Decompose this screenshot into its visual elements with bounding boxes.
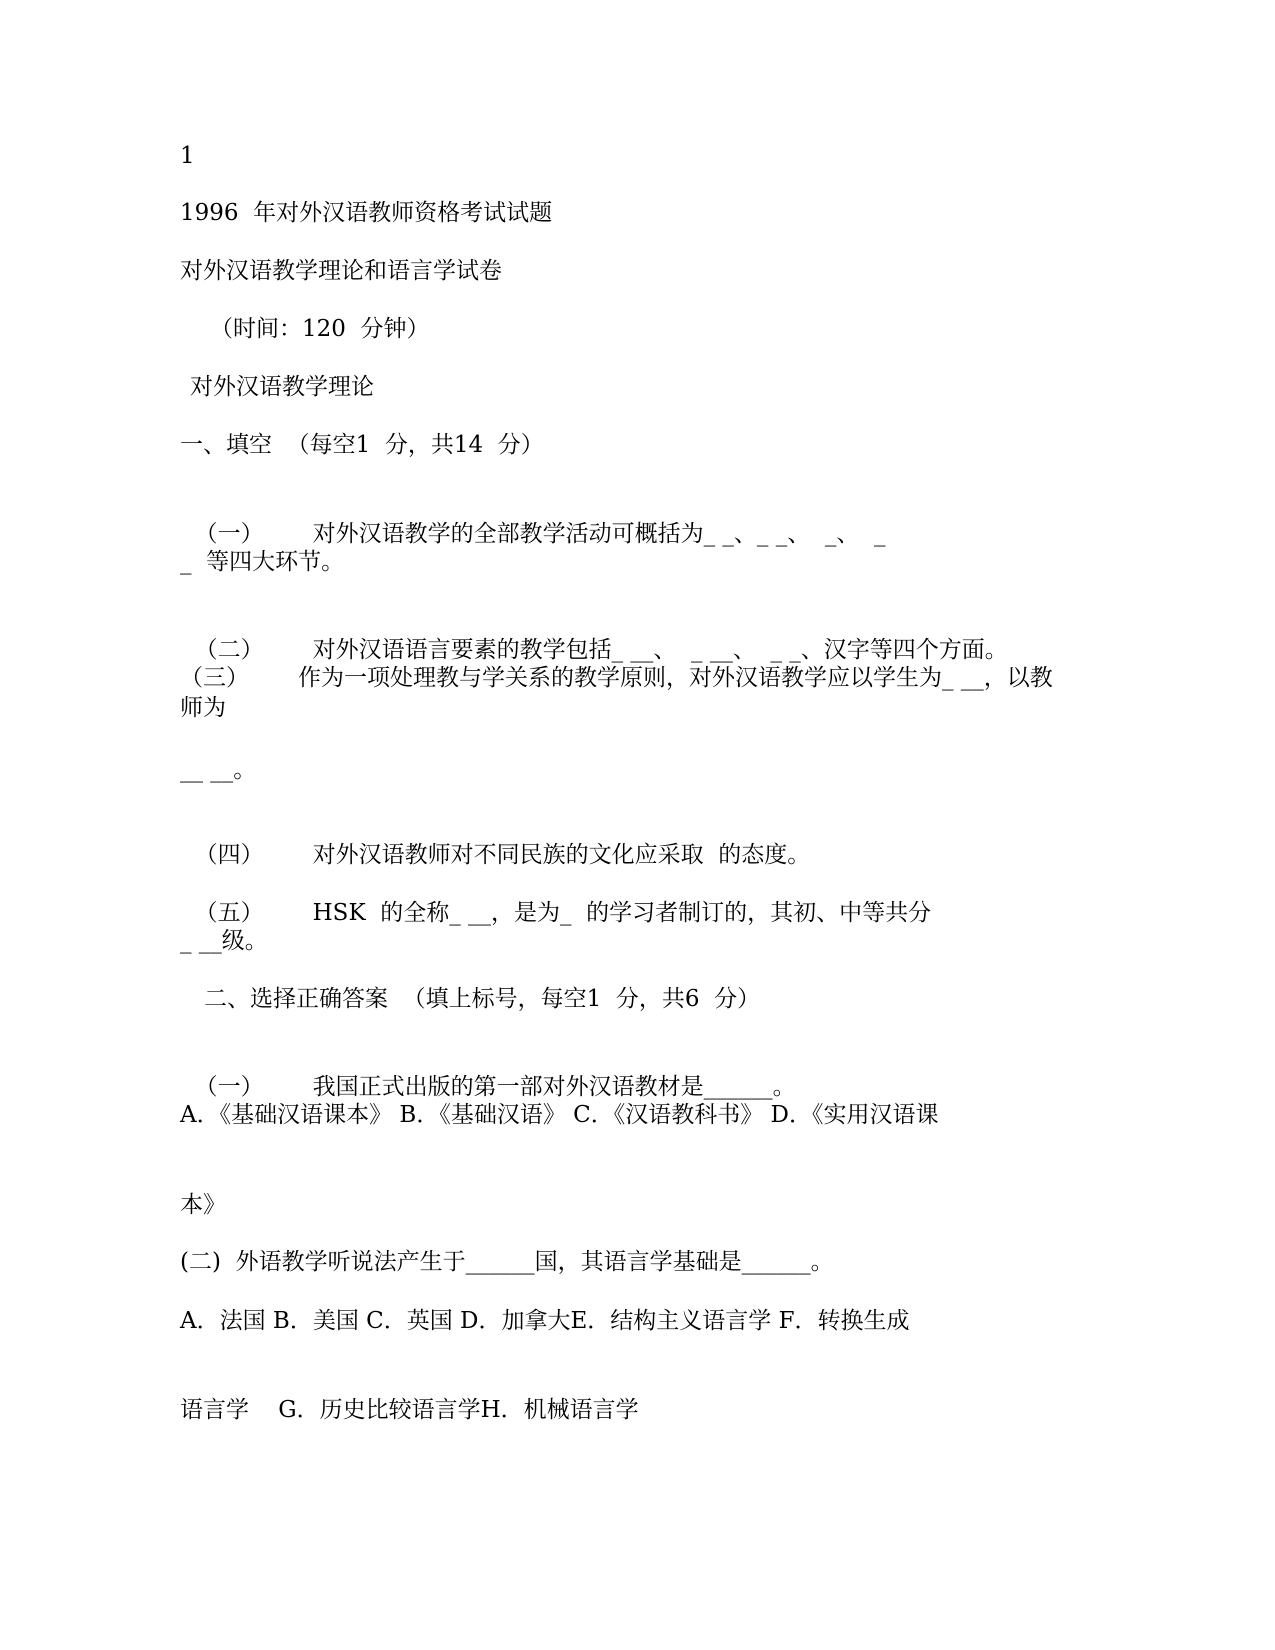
question-label: （三）: [180, 665, 249, 691]
part1-question-1: [180, 489, 886, 549]
question-text: HSK 的全称_ __，是为_ 的学习者制订的，其初、中等共分: [312, 900, 932, 926]
paper-title: 对外汉语教学理论和语言学试卷: [180, 258, 502, 284]
section-heading: 对外汉语教学理论: [190, 374, 374, 400]
question-text: 对外汉语教学的全部教学活动可概括为_ _、_ _、 _、 _: [312, 521, 886, 547]
part1-question-4: [180, 810, 810, 870]
part1-heading: 一、填空 （每空1 分，共14 分）: [180, 432, 544, 458]
part2-question-2-options-cont: 语言学 G．历史比较语言学H．机械语言学: [180, 1397, 639, 1423]
part1-question-3-cont: __ __。: [180, 757, 257, 783]
part2-heading: 二、选择正确答案 （填上标号，每空1 分，共6 分）: [204, 986, 761, 1012]
question-label: （一）: [194, 1074, 264, 1100]
question-label: （五）: [194, 900, 264, 926]
part2-question-1-options: A．《基础汉语课本》 B．《基础汉语》 C．《汉语教科书》 D．《实用汉语课: [180, 1102, 939, 1128]
page-number: 1: [180, 143, 195, 169]
question-label: （一）: [194, 521, 264, 547]
part2-question-2: (二) 外语教学听说法产生于______国，其语言学基础是______。: [180, 1249, 834, 1275]
exam-title: 1996 年对外汉语教师资格考试试题: [180, 200, 553, 226]
question-text: 作为一项处理教与学关系的教学原则，对外汉语教学应以学生为_ __，以教师为: [180, 665, 1053, 721]
part1-question-3: [180, 663, 1060, 723]
question-text: 我国正式出版的第一部对外汉语教材是______。: [312, 1074, 796, 1100]
part1-question-2: [180, 605, 1008, 665]
question-text: 对外汉语语言要素的教学包括_ __、 _ __、 _ _、汉字等四个方面。: [312, 637, 1008, 663]
part1-question-5: [180, 868, 931, 928]
part2-question-2-options: A．法国 B．美国 C．英国 D．加拿大E．结构主义语言学 F．转换生成: [180, 1308, 910, 1334]
question-text: 对外汉语教师对不同民族的文化应采取 的态度。: [312, 842, 811, 868]
part2-question-1-options-cont: 本》: [180, 1192, 226, 1218]
question-label: （二）: [194, 637, 264, 663]
part1-question-5-cont: _ __级。: [180, 928, 268, 954]
part2-question-1: [180, 1042, 796, 1102]
part1-question-1-cont: _ 等四大环节。: [180, 549, 345, 575]
time-note: （时间：120 分钟）: [210, 316, 430, 342]
question-label: （四）: [194, 842, 264, 868]
